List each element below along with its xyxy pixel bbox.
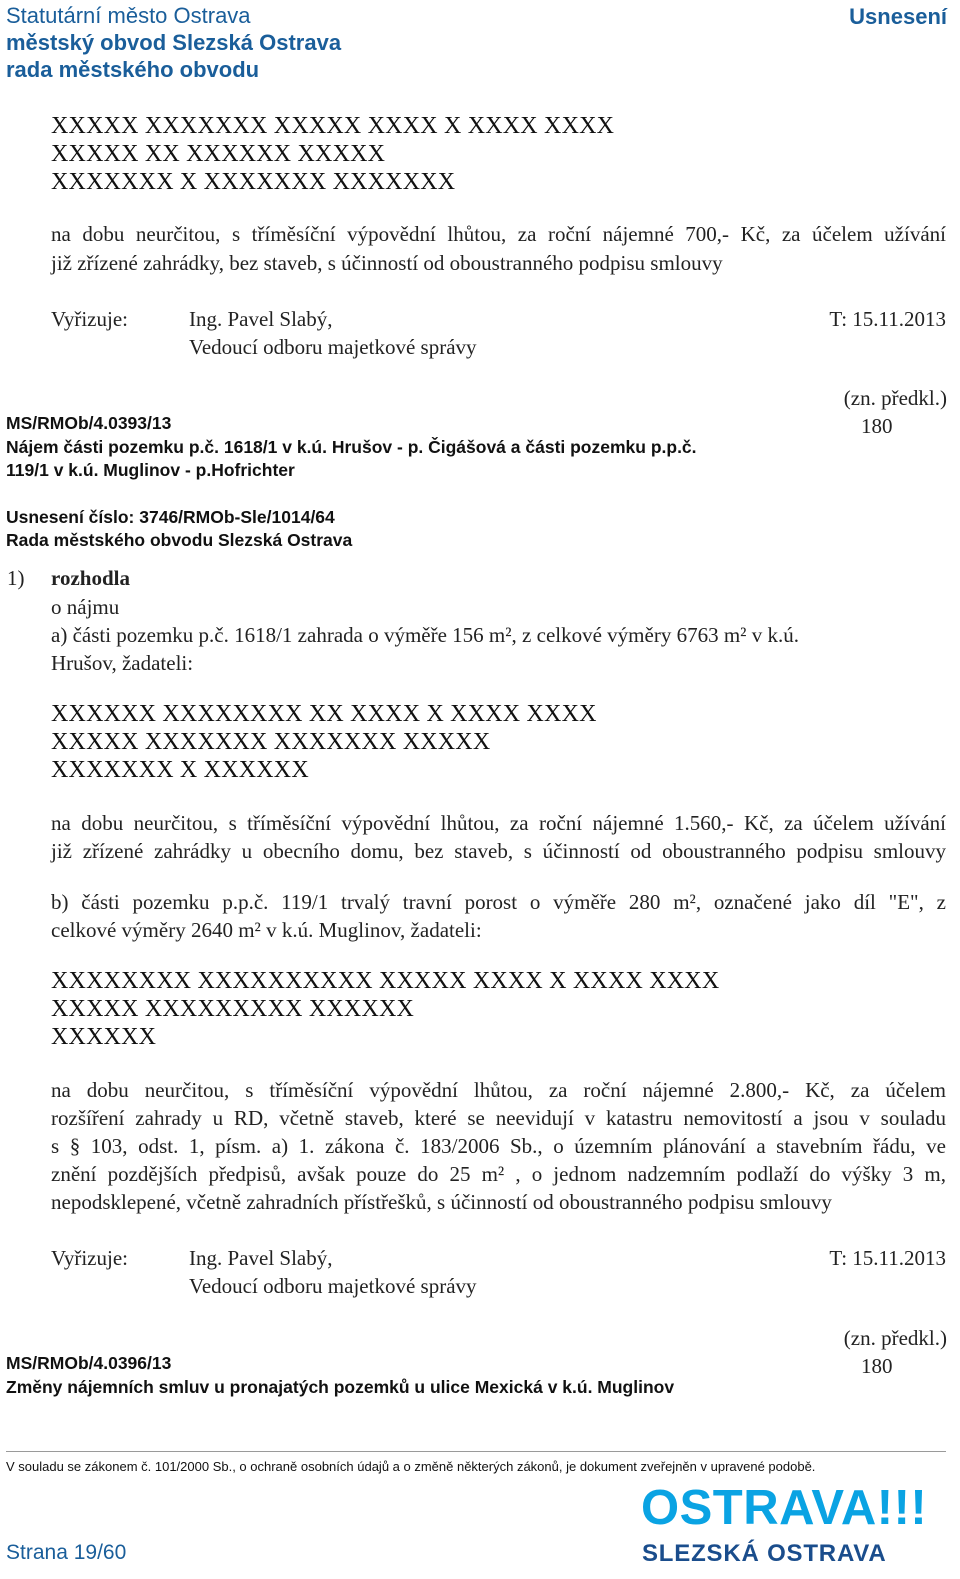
zn-predkl-number: 180 xyxy=(861,414,893,438)
item-title-line: Nájem části pozemku p.č. 1618/1 v k.ú. Hrušov - p. Čigášová a části pozemku p.p.č. xyxy=(6,437,697,457)
redacted-name-line: XXXXX XX XXXXXX XXXXX xyxy=(51,141,386,167)
responsible-role: Vedoucí odboru majetkové správy xyxy=(189,1274,477,1298)
privacy-notice: V souladu se zákonem č. 101/2000 Sb., o ochraně osobních údajů a o změně některých zákonů, je dokument zveřejněn v upravené podobě. xyxy=(6,1459,816,1474)
zn-predkl-label: (zn. předkl.) xyxy=(843,1326,947,1350)
lease-terms-line: nepodsklepené, včetně zahradních přístřešků, s účinností od oboustranného podpisu smlouvy xyxy=(51,1190,832,1214)
lease-terms-line: znění pozdějších předpisů, avšak pouze do 25 m² , o jednom nadzemním podlaží do výšky 3 m, xyxy=(51,1162,946,1186)
redacted-name-line: XXXXXXX X XXXXXXX XXXXXXX xyxy=(51,169,456,195)
header-council: rada městského obvodu xyxy=(6,57,260,82)
redacted-name-line: XXXXXX xyxy=(51,1024,157,1050)
responsible-name: Ing. Pavel Slabý, xyxy=(189,307,333,331)
lease-terms-line: na dobu neurčitou, s tříměsíční výpovědní lhůtou, za roční nájemné 2.800,- Kč, za účelem xyxy=(51,1078,946,1102)
page-number: Strana 19/60 xyxy=(6,1541,127,1564)
lease-terms-line: již zřízené zahrádky, bez staveb, s účinností od oboustranného podpisu smlouvy xyxy=(51,251,723,275)
part-a-line: a) části pozemku p.č. 1618/1 zahrada o výměře 156 m², z celkové výměry 6763 m² v k.ú. xyxy=(51,623,799,647)
header-city: Statutární město Ostrava xyxy=(6,3,251,28)
header-doc-type: Usnesení xyxy=(849,4,947,29)
lease-terms-line: na dobu neurčitou, s tříměsíční výpovědní lhůtou, za roční nájemné 700,- Kč, za účelem užívání xyxy=(51,222,946,246)
decision-subject: o nájmu xyxy=(51,595,120,619)
zn-predkl-label: (zn. předkl.) xyxy=(843,386,947,410)
vyrizuje-label: Vyřizuje: xyxy=(51,1246,128,1270)
council-name: Rada městského obvodu Slezská Ostrava xyxy=(6,530,353,550)
redacted-name-line: XXXXX XXXXXXX XXXXX XXXX X XXXX XXXX xyxy=(51,113,615,139)
deadline: T: 15.11.2013 xyxy=(829,307,946,331)
part-b-line: celkové výměry 2640 m² v k.ú. Muglinov, žadateli: xyxy=(51,918,482,942)
decision-verb: rozhodla xyxy=(51,566,130,590)
deadline: T: 15.11.2013 xyxy=(829,1246,946,1270)
redacted-name-line: XXXXXXXX XXXXXXXXXX XXXXX XXXX X XXXX XXXX xyxy=(51,968,720,994)
lease-terms-line: s § 103, odst. 1, písm. a) 1. zákona č. 183/2006 Sb., o územním plánování a stavebním řádu, ve xyxy=(51,1134,946,1158)
lease-terms-line: na dobu neurčitou, s tříměsíční výpovědní lhůtou, za roční nájemné 1.560,- Kč, za účelem užívání xyxy=(51,811,946,835)
footer-divider xyxy=(6,1451,946,1452)
lease-terms-line: rozšíření zahrady u RD, včetně staveb, které se neevidují v katastru nemovitostí a jsou v souladu xyxy=(51,1106,946,1130)
district-logo-text: SLEZSKÁ OSTRAVA xyxy=(642,1540,887,1567)
ostrava-logo: OSTRAVA!!! xyxy=(641,1481,928,1535)
redacted-name-line: XXXXXXX X XXXXXX xyxy=(51,757,309,783)
header-district: městský obvod Slezská Ostrava xyxy=(6,30,342,55)
item-code: MS/RMOb/4.0396/13 xyxy=(6,1353,172,1373)
lease-terms-line: již zřízené zahrádky u obecního domu, bez staveb, s účinností od oboustranného podpisu smlouvy xyxy=(51,839,946,863)
item-code: MS/RMOb/4.0393/13 xyxy=(6,413,172,433)
point-number: 1) xyxy=(7,566,25,590)
part-b-line: b) části pozemku p.p.č. 119/1 trvalý travní porost o výměře 280 m², označené jako díl "E", z xyxy=(51,890,946,914)
item-title-line: 119/1 v k.ú. Muglinov - p.Hofrichter xyxy=(6,460,295,480)
redacted-name-line: XXXXXX XXXXXXXX XX XXXX X XXXX XXXX xyxy=(51,701,597,727)
vyrizuje-label: Vyřizuje: xyxy=(51,307,128,331)
redacted-name-line: XXXXX XXXXXXXXX XXXXXX xyxy=(51,996,415,1022)
item-title: Změny nájemních smluv u pronajatých pozemků u ulice Mexická v k.ú. Muglinov xyxy=(6,1377,675,1397)
responsible-name: Ing. Pavel Slabý, xyxy=(189,1246,333,1270)
responsible-role: Vedoucí odboru majetkové správy xyxy=(189,335,477,359)
part-a-line: Hrušov, žadateli: xyxy=(51,651,194,675)
zn-predkl-number: 180 xyxy=(861,1354,893,1378)
resolution-number: Usnesení číslo: 3746/RMOb-Sle/1014/64 xyxy=(6,507,335,527)
redacted-name-line: XXXXX XXXXXXX XXXXXXX XXXXX xyxy=(51,729,491,755)
